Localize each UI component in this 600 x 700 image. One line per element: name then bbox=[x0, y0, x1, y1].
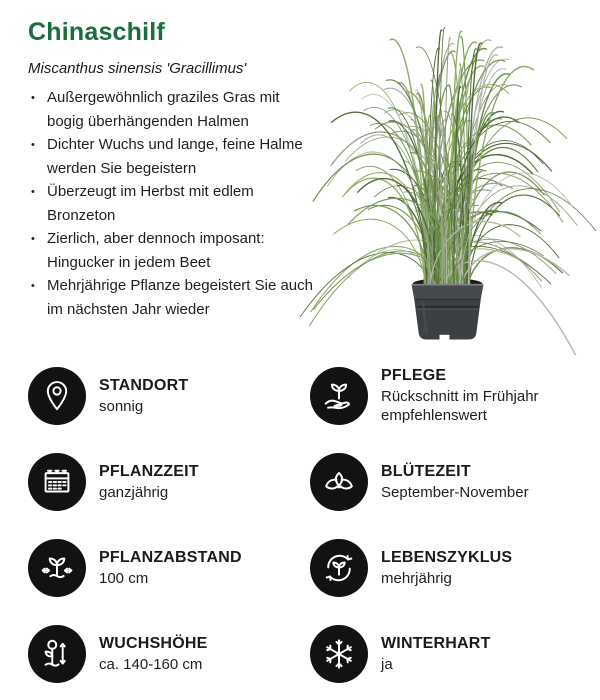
attribute-value: ca. 140-160 cm bbox=[99, 655, 203, 673]
attribute-value: Rückschnitt im Frühjahr empfehlenswert bbox=[381, 388, 539, 424]
plant-photo bbox=[300, 0, 600, 355]
grass-plant-graphic bbox=[300, 0, 600, 355]
snowflake-icon bbox=[310, 625, 368, 683]
attribute-label: PFLEGE bbox=[381, 367, 447, 384]
plant-spacing-icon bbox=[28, 539, 86, 597]
attribute-pflanzabstand bbox=[28, 538, 310, 598]
attribute-grid bbox=[28, 366, 594, 684]
feature-list bbox=[28, 86, 316, 321]
attribute-label: STANDORT bbox=[99, 376, 189, 394]
location-pin-icon bbox=[28, 367, 86, 425]
page-title: Chinaschilf bbox=[28, 18, 165, 46]
feature-item: • Überzeugt im Herbst mit edlem Bronzeton bbox=[28, 180, 316, 227]
feature-item: • Dichter Wuchs und lange, feine Halme werden Sie begeistern bbox=[28, 133, 316, 180]
life-cycle-icon bbox=[310, 539, 368, 597]
attribute-value: 100 cm bbox=[99, 569, 149, 587]
attribute-value: ja bbox=[381, 655, 393, 673]
attribute-value: ganzjährig bbox=[99, 483, 169, 501]
attribute-label: WINTERHART bbox=[381, 634, 491, 652]
growth-height-icon bbox=[28, 625, 86, 683]
attribute-bluetezeit bbox=[310, 452, 594, 512]
botanical-name: Miscanthus sinensis 'Gracillimus' bbox=[28, 60, 247, 77]
attribute-lebenszyklus bbox=[310, 538, 594, 598]
header bbox=[28, 18, 308, 77]
attribute-wuchshoehe bbox=[28, 624, 310, 684]
calendar-icon bbox=[28, 453, 86, 511]
attribute-pflanzzeit bbox=[28, 452, 310, 512]
attribute-label: LEBENSZYKLUS bbox=[381, 548, 513, 566]
attribute-label: PFLANZABSTAND bbox=[99, 548, 242, 566]
hand-plant-icon bbox=[310, 367, 368, 425]
attribute-value: sonnig bbox=[99, 397, 144, 415]
blossom-icon bbox=[310, 453, 368, 511]
attribute-value: September-November bbox=[381, 483, 529, 501]
feature-item: • Außergewöhnlich graziles Gras mit bogig überhängenden Halmen bbox=[28, 86, 316, 133]
attribute-winterhart bbox=[310, 624, 594, 684]
attribute-standort bbox=[28, 366, 310, 426]
attribute-pflege bbox=[310, 366, 594, 426]
attribute-label: BLÜTEZEIT bbox=[381, 462, 471, 480]
feature-item: • Mehrjährige Pflanze begeistert Sie auch im nächsten Jahr wieder bbox=[28, 274, 316, 321]
attribute-label: WUCHSHÖHE bbox=[99, 634, 208, 652]
feature-item: • Zierlich, aber dennoch imposant: Hingucker in jedem Beet bbox=[28, 227, 316, 274]
attribute-value: mehrjährig bbox=[381, 569, 452, 587]
pot-graphic bbox=[412, 285, 484, 340]
attribute-label: PFLANZZEIT bbox=[99, 462, 199, 480]
